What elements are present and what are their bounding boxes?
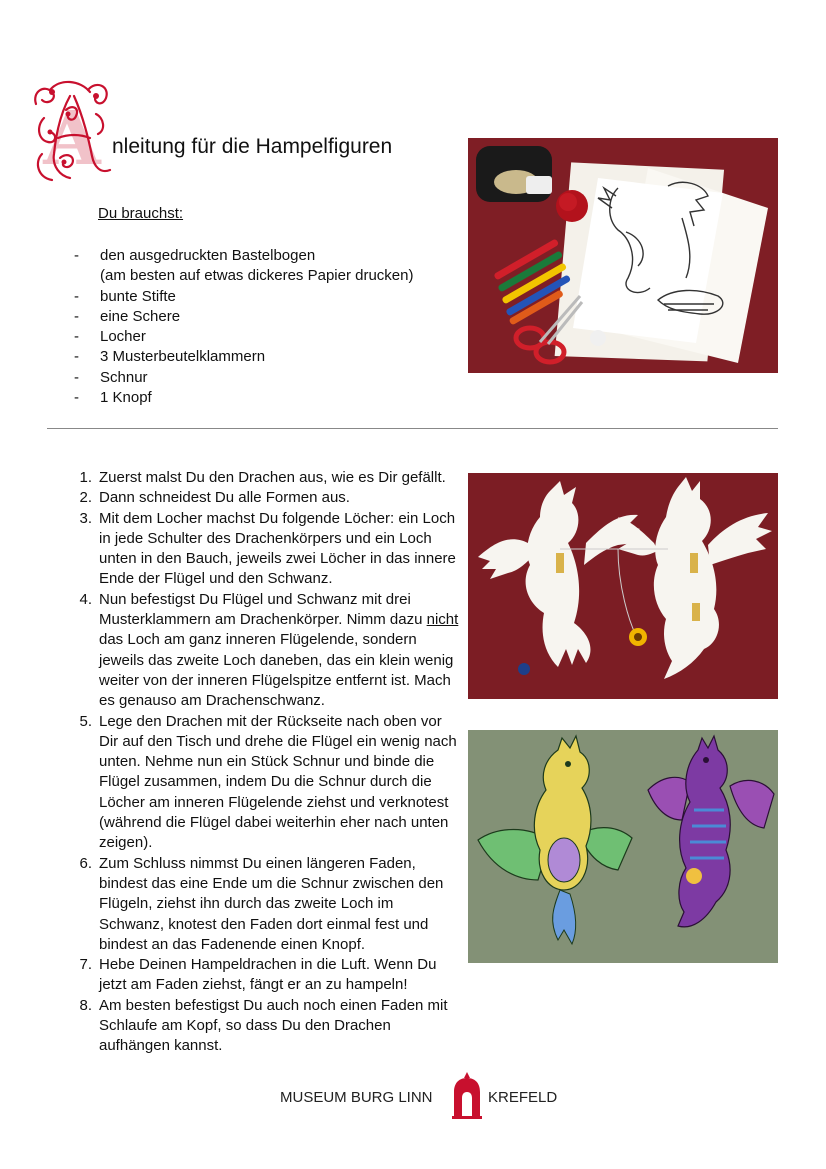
section-divider xyxy=(47,428,778,429)
list-item-text: den ausgedruckten Bastelbogen xyxy=(100,247,316,264)
bullet-dash: - xyxy=(74,368,79,386)
colored-dragons-photo xyxy=(468,730,778,963)
materials-list xyxy=(70,246,413,408)
bullet-dash: - xyxy=(74,247,79,264)
step-text: Zuerst malst Du den Drachen aus, wie es Dir gefällt. xyxy=(99,469,446,486)
step-text: Hebe Deinen Hampeldrachen in die Luft. Wenn Du jetzt am Faden ziehst, fängt er an zu hampeln! xyxy=(99,956,437,994)
steps-list xyxy=(66,468,461,1057)
castle-gate-icon xyxy=(450,1070,484,1120)
step-item xyxy=(66,854,461,955)
step-item xyxy=(66,996,461,1057)
initial-letter-text: A xyxy=(43,96,101,182)
footer-logo xyxy=(280,1070,570,1126)
list-item-text: Locher xyxy=(100,328,146,346)
list-item xyxy=(70,347,413,367)
bullet-dash: - xyxy=(74,307,79,325)
step-item xyxy=(66,468,461,488)
cutout-dragons-photo xyxy=(468,473,778,699)
step-text: Zum Schluss nimmst Du einen längeren Faden, bindest das eine Ende um die Schnur zwischen den Flügeln, ziehst ihn durch das zweite Loch im Schwanz, knotest den Faden dort einmal fest und bindest an das Fadenende einen Knopf. xyxy=(99,854,444,953)
step-number: 5. xyxy=(79,712,92,730)
step-number: 2. xyxy=(79,489,92,507)
list-item-text: bunte Stifte xyxy=(100,287,176,305)
materials-heading: Du brauchst: xyxy=(98,205,184,222)
materials-photo xyxy=(468,138,778,373)
step-text: Mit dem Locher machst Du folgende Löcher: ein Loch in jede Schulter des Drachenkörpers und ein Loch unten in den Bauch, jeweils zwei Löcher in das innere Ende der Flügel und den Schwanz. xyxy=(99,509,456,588)
step-item xyxy=(66,590,461,712)
step-number: 8. xyxy=(79,996,92,1014)
step-number: 3. xyxy=(79,509,92,527)
step-item xyxy=(66,509,461,590)
step-text-before: Nun befestigst Du Flügel und Schwanz mit drei Musterklammern am Drachenkörper. Nimm dazu xyxy=(99,590,423,629)
decorative-initial-letter xyxy=(30,74,114,186)
list-item-text: Schnur xyxy=(100,368,148,386)
ornate-initial-a-icon xyxy=(30,74,114,186)
step-number: 7. xyxy=(79,956,92,974)
step-text: Lege den Drachen mit der Rückseite nach oben vor Dir auf den Tisch und drehe die Flügel ein wenig nach unten. Nehme nun ein Stück Schnur und binde die Flügel zusammen, indem Du die Schnur durch die Löcher am inneren Flügelende ziehst und verknotest (während die Flügel dabei weiterhin eher nach unten zeigen). xyxy=(99,712,457,852)
list-item-note: (am besten auf etwas dickeres Papier drucken) xyxy=(100,267,414,285)
step-text-emphasis: nicht xyxy=(426,611,459,629)
list-item-text: 3 Musterbeutelklammern xyxy=(100,348,266,366)
bullet-dash: - xyxy=(74,348,79,366)
step-number: 1. xyxy=(79,469,92,486)
step-number: 4. xyxy=(79,590,92,608)
list-item-text: eine Schere xyxy=(100,307,181,325)
step-number: 6. xyxy=(79,854,92,872)
step-text: Dann schneidest Du alle Formen aus. xyxy=(99,489,350,507)
step-text-after: das Loch am ganz inneren Flügelende, sondern jeweils das zweite Loch daneben, das ein klein wenig weiter von der inneren Flügelspitze entfernt ist. Mach es genauso am Drachenschwanz. xyxy=(99,631,454,710)
list-item-text: 1 Knopf xyxy=(100,389,152,407)
list-item xyxy=(70,246,413,287)
page-title: nleitung für die Hampelfiguren xyxy=(112,135,393,158)
museum-name: MUSEUM BURG LINN xyxy=(280,1089,433,1106)
bullet-dash: - xyxy=(74,328,79,346)
step-item xyxy=(66,488,461,508)
city-name: KREFELD xyxy=(488,1089,558,1106)
bullet-dash: - xyxy=(74,287,79,305)
list-item xyxy=(70,307,413,327)
step-item xyxy=(66,955,461,996)
list-item xyxy=(70,327,413,347)
step-text: Am besten befestigst Du auch noch einen Faden mit Schlaufe am Kopf, so dass Du den Drachen aufhängen kannst. xyxy=(99,996,448,1055)
list-item xyxy=(70,388,413,408)
list-item xyxy=(70,287,413,307)
bullet-dash: - xyxy=(74,389,79,407)
step-item xyxy=(66,712,461,854)
list-item xyxy=(70,368,413,388)
